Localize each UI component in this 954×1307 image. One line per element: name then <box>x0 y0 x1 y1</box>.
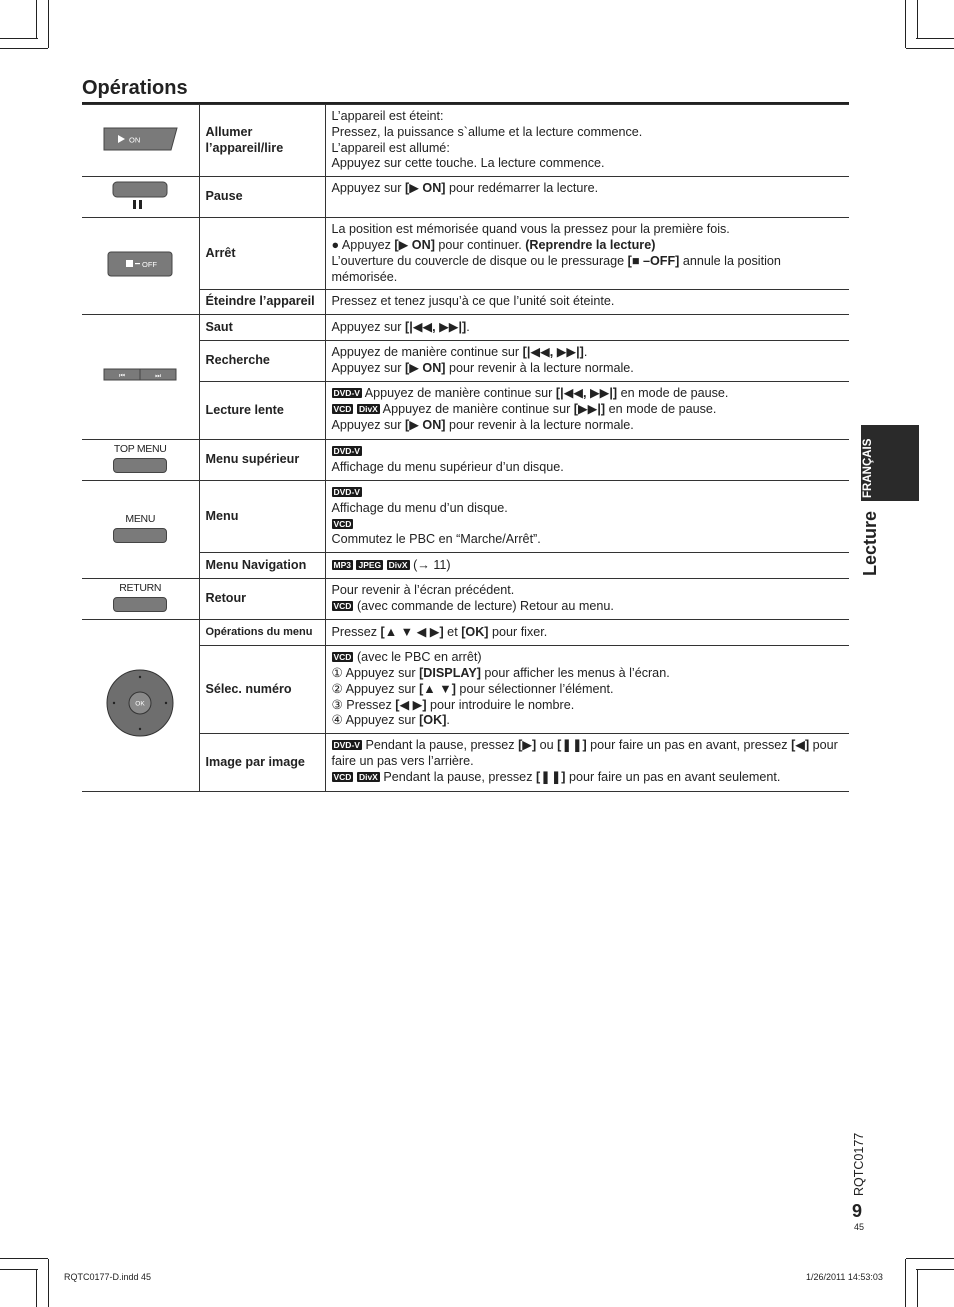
table-row <box>82 440 849 481</box>
crop-mark <box>905 0 906 48</box>
language-label: FRANÇAIS <box>862 438 874 498</box>
crop-mark <box>905 1259 906 1307</box>
crop-mark <box>48 0 49 48</box>
skip-buttons-icon <box>101 366 179 384</box>
crop-mark <box>906 1258 954 1259</box>
table-row <box>82 620 849 646</box>
button-ref: [◀ ▶] <box>395 697 427 712</box>
button-ref: [OK] <box>461 624 489 639</box>
desc-line <box>332 386 844 402</box>
disc-tag: DVD-V <box>333 740 360 751</box>
operations-table <box>82 104 849 792</box>
crop-mark <box>0 1258 48 1259</box>
desc-text: Appuyez sur <box>331 417 406 432</box>
row-name: Opérations du menu <box>199 620 325 646</box>
disc-tag: VCD <box>333 771 352 782</box>
desc-line: Affichage du menu d’un disque. <box>331 500 508 515</box>
footer-timestamp: 1/26/2011 14:53:03 <box>806 1272 883 1282</box>
row-name: Lecture lente <box>199 382 325 440</box>
return-button-icon <box>113 597 167 612</box>
table-row <box>82 177 849 218</box>
desc-text: . <box>466 319 470 334</box>
desc-line <box>332 418 844 434</box>
desc-line <box>332 402 844 418</box>
ok-label: OK <box>135 700 145 708</box>
off-label: OFF <box>142 259 158 269</box>
desc-line: Commutez le PBC en “Marche/Arrêt”. <box>331 532 541 547</box>
desc-text: Appuyez sur <box>331 361 406 376</box>
desc-line: Pour revenir à l’écran précédent. <box>331 583 515 598</box>
desc-line: Pressez, la puissance s`allume et la lecture commence. <box>331 124 643 139</box>
crop-mark <box>917 0 918 38</box>
desc-line: L’appareil est allumé: <box>331 140 450 155</box>
table-row <box>82 579 849 620</box>
top-menu-label: TOP MENU <box>113 443 167 456</box>
desc-text: pour faire un pas vers l’arrière. <box>331 738 838 768</box>
return-label: RETURN <box>119 582 162 595</box>
row-name: Recherche <box>199 341 325 382</box>
desc-text: Pendant la pause, pressez <box>379 769 536 784</box>
button-ref: [▶ ON] <box>394 237 435 252</box>
desc-text: pour introduire le nombre. <box>426 697 575 712</box>
row-name: Pause <box>199 177 325 218</box>
button-ref: [OK] <box>419 713 447 728</box>
row-name: Retour <box>199 579 325 620</box>
row-name: Sélec. numéro <box>199 646 325 734</box>
section-label: Lecture <box>860 510 880 576</box>
desc-text: pour redémarrer la lecture. <box>445 181 599 196</box>
row-name: Allumer l’appareil/lire <box>199 105 325 177</box>
svg-text:⏭: ⏭ <box>155 371 162 380</box>
desc-text: annule la position mémorisée. <box>331 253 781 284</box>
desc-text: pour revenir à la lecture normale. <box>445 361 634 376</box>
desc-text: pour revenir à la lecture normale. <box>445 417 634 432</box>
disc-tag: DivX <box>358 404 378 415</box>
table-row <box>82 105 849 177</box>
desc-line <box>332 485 844 501</box>
menu-button-icon <box>113 528 167 543</box>
crop-mark <box>36 1269 37 1307</box>
desc-line: Appuyez sur cette touche. La lecture commence. <box>331 156 605 171</box>
desc-text: (avec le PBC en arrêt) <box>353 650 482 665</box>
pause-button-icon <box>110 180 170 210</box>
desc-line: Affichage du menu supérieur d’un disque. <box>331 460 564 475</box>
desc-text: Appuyez de manière continue sur <box>379 402 574 417</box>
button-ref: [❚❚] <box>557 738 587 753</box>
top-menu-button-icon <box>113 458 167 473</box>
button-ref: [|◀◀, ▶▶|] <box>522 345 584 360</box>
row-description <box>325 315 849 341</box>
row-description <box>325 579 849 620</box>
row-description <box>325 440 849 481</box>
button-ref: [▶ ON] <box>405 417 446 432</box>
desc-text: Appuyez sur <box>331 319 406 334</box>
icon-cell <box>82 440 199 481</box>
desc-text: Appuyez sur <box>331 181 406 196</box>
footer-file: RQTC0177-D.indd 45 <box>64 1272 152 1282</box>
desc-text: ④ Appuyez sur <box>331 713 420 728</box>
icon-cell <box>82 218 199 315</box>
row-name: Image par image <box>199 734 325 792</box>
row-description <box>325 553 849 579</box>
directional-pad-icon <box>105 668 175 738</box>
crop-mark <box>0 1269 38 1270</box>
desc-text: ou <box>536 738 558 753</box>
desc-line <box>332 345 844 361</box>
row-description <box>325 341 849 382</box>
button-ref: [▲ ▼ ◀ ▶] <box>380 624 444 639</box>
disc-tag: DVD-V <box>333 446 360 457</box>
disc-tag: DVD-V <box>333 388 360 399</box>
desc-line <box>332 666 844 682</box>
desc-text: . <box>583 345 588 360</box>
table-row <box>82 315 849 341</box>
icon-cell <box>82 315 199 440</box>
crop-mark <box>0 48 48 49</box>
icon-cell <box>82 105 199 177</box>
button-ref: [▲ ▼] <box>419 681 456 696</box>
crop-mark <box>916 1269 954 1270</box>
disc-tag: DVD-V <box>333 486 360 497</box>
crop-mark <box>36 0 37 38</box>
desc-text: en mode de pause. <box>617 386 729 401</box>
crop-mark <box>906 48 954 49</box>
button-ref: [DISPLAY] <box>419 665 481 680</box>
button-ref: [|◀◀, ▶▶|] <box>405 319 467 334</box>
desc-line <box>332 444 844 460</box>
button-ref: [■ –OFF] <box>627 253 680 268</box>
disc-tag: VCD <box>333 404 352 415</box>
row-name: Éteindre l’appareil <box>199 290 325 315</box>
row-description <box>325 734 849 792</box>
row-name: Menu <box>199 480 325 552</box>
desc-text: Appuyez de manière continue sur <box>361 386 556 401</box>
desc-emphasis: (Reprendre la lecture) <box>525 237 656 252</box>
row-description <box>325 646 849 734</box>
button-ref: [◀] <box>791 738 810 753</box>
icon-cell <box>82 620 199 792</box>
crop-mark <box>917 1269 918 1307</box>
desc-text: (→ 11) <box>409 557 451 572</box>
button-ref: [▶ ON] <box>405 361 446 376</box>
page-title: Opérations <box>82 77 188 99</box>
row-description <box>325 105 849 177</box>
row-name: Menu Navigation <box>199 553 325 579</box>
row-description: Pressez et tenez jusqu’à ce que l’unité soit éteinte. <box>325 290 849 315</box>
on-label: ON <box>129 135 141 145</box>
desc-text: et <box>443 624 462 639</box>
desc-line <box>332 650 844 666</box>
desc-text: (avec commande de lecture) Retour au menu. <box>353 598 614 613</box>
row-description <box>325 480 849 552</box>
disc-tag: MP3 <box>333 559 351 570</box>
table-row <box>82 480 849 552</box>
disc-tag: VCD <box>333 518 352 529</box>
stop-off-button-icon <box>105 250 175 278</box>
desc-line <box>332 599 844 615</box>
desc-line <box>332 238 844 254</box>
desc-line <box>332 517 844 533</box>
desc-text: pour sélectionner l’élément. <box>455 681 614 696</box>
desc-line <box>332 738 844 770</box>
desc-line <box>332 682 844 698</box>
disc-tag: DivX <box>358 771 378 782</box>
button-ref: [❚❚] <box>535 769 566 784</box>
icon-cell <box>82 480 199 578</box>
desc-line: L’appareil est éteint: <box>331 109 444 123</box>
desc-text: ② Appuyez sur <box>331 681 420 696</box>
desc-text: ③ Pressez <box>331 697 396 712</box>
desc-line <box>332 713 844 729</box>
desc-text: ● Appuyez <box>331 237 395 252</box>
icon-cell <box>82 177 199 218</box>
button-ref: [▶ ON] <box>405 181 446 196</box>
page-number: 9 <box>852 1201 863 1221</box>
desc-text: pour continuer. <box>434 237 526 252</box>
row-description <box>325 620 849 646</box>
desc-text: pour afficher les menus à l’écran. <box>480 665 670 680</box>
crop-mark <box>916 38 954 39</box>
button-ref: [▶] <box>518 738 537 753</box>
disc-tag: VCD <box>333 600 352 611</box>
on-button-icon <box>101 124 179 152</box>
disc-tag: DivX <box>388 559 408 570</box>
menu-label: MENU <box>125 512 156 525</box>
row-description <box>325 382 849 440</box>
page-sub-number: 45 <box>854 1222 865 1232</box>
desc-line: La position est mémorisée quand vous la pressez pour la première fois. <box>331 222 730 237</box>
svg-text:⏮: ⏮ <box>119 371 126 380</box>
disc-tag: VCD <box>333 652 352 663</box>
row-name: Saut <box>199 315 325 341</box>
desc-text: pour faire un pas en avant, pressez <box>586 738 792 753</box>
desc-text: Pressez <box>331 624 381 639</box>
row-description <box>325 218 849 290</box>
desc-text: en mode de pause. <box>605 402 717 417</box>
desc-text: Pendant la pause, pressez <box>361 738 519 753</box>
desc-text: ① Appuyez sur <box>331 665 420 680</box>
desc-text: L’ouverture du couvercle de disque ou le pressurage <box>331 253 628 268</box>
icon-cell <box>82 579 199 620</box>
crop-mark <box>0 38 38 39</box>
desc-text: pour faire un pas en avant seulement. <box>565 769 781 784</box>
row-description <box>325 177 849 218</box>
desc-line <box>332 770 844 786</box>
desc-text: . <box>446 713 450 728</box>
document-code: RQTC0177 <box>852 1132 866 1196</box>
desc-text: pour fixer. <box>488 624 548 639</box>
desc-line <box>332 361 844 377</box>
button-ref: [▶▶|] <box>573 402 606 417</box>
button-ref: [|◀◀, ▶▶|] <box>555 386 618 401</box>
row-name: Arrêt <box>199 218 325 290</box>
desc-text: Appuyez de manière continue sur <box>331 345 523 360</box>
crop-mark <box>48 1259 49 1307</box>
desc-line <box>332 254 844 286</box>
disc-tag: JPEG <box>358 559 382 570</box>
table-row <box>82 218 849 290</box>
desc-line <box>332 698 844 714</box>
row-name: Menu supérieur <box>199 440 325 481</box>
